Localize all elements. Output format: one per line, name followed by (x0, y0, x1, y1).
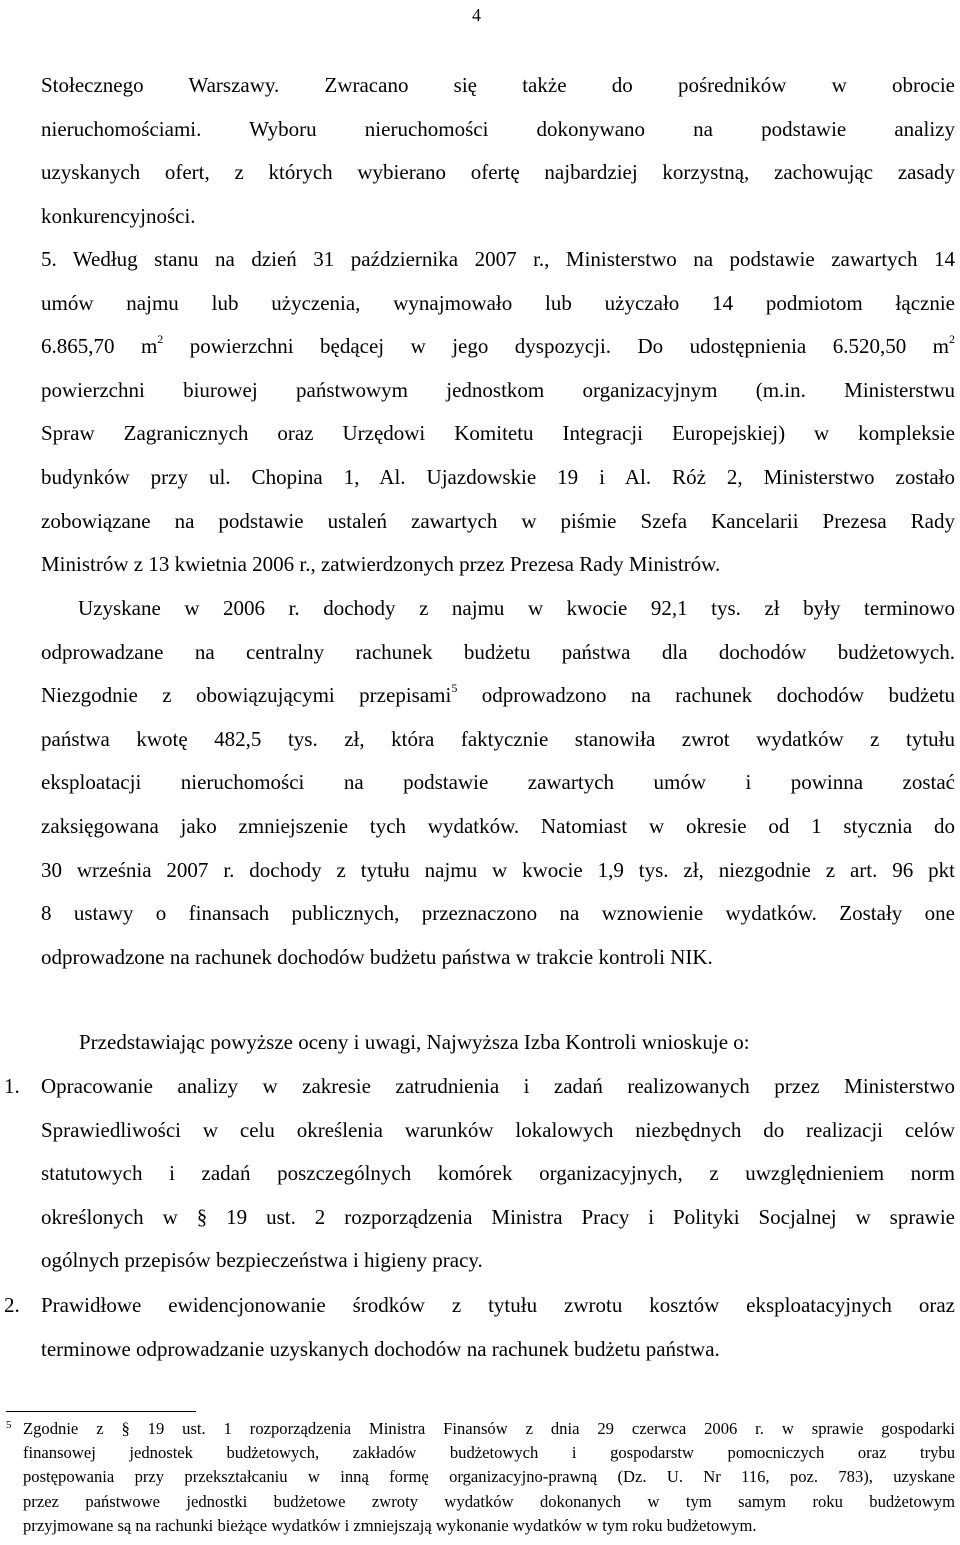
text-line: zobowiązane na podstawie ustaleń zawartych w piśmie Szefa Kancelarii Prezesa Rady (41, 508, 955, 533)
text-line (41, 674, 955, 718)
text-line: odprowadzane na centralny rachunek budżetu państwa dla dochodów budżetowych. (41, 639, 955, 664)
text-line: określonych w § 19 ust. 2 rozporządzenia Ministra Pracy i Polityki Socjalnej w sprawie (41, 1204, 955, 1229)
text-segment: powierzchni będącej w jego dyspozycji. Do udostępnienia 6.520,50 m (163, 334, 949, 359)
text-line: Przedstawiając powyższe oceny i uwagi, Najwyższa Izba Kontroli wnioskuje o: (79, 1030, 750, 1054)
footnote-mark: 5 (6, 1419, 12, 1431)
text-line: 8 ustawy o finansach publicznych, przeznaczono na wznowienie wydatków. Zostały one (41, 901, 955, 926)
page-number: 4 (472, 5, 481, 25)
text-line: nieruchomościami. Wyboru nieruchomości dokonywano na podstawie analizy (41, 116, 955, 141)
text-line: państwa kwotę 482,5 tys. zł, która faktycznie stanowiła zwrot wydatków z tytułu (41, 726, 955, 751)
text-line: odprowadzone na rachunek dochodów budżetu państwa w trakcie kontroli NIK. (41, 944, 713, 969)
text-line: Stołecznego Warszawy. Zwracano się także do pośredników w obrocie (41, 73, 955, 97)
recommendation-1 (0, 1065, 955, 1283)
text-line: Ministrów z 13 kwietnia 2006 r., zatwierdzonych przez Prezesa Rady Ministrów. (41, 552, 721, 577)
superscript: 2 (949, 332, 955, 347)
text-line: umów najmu lub użyczenia, wynajmowało lub użyczało 14 podmiotom łącznie (41, 290, 955, 315)
text-line: eksploatacji nieruchomości na podstawie zawartych umów i powinna zostać (41, 770, 955, 795)
text-line: terminowe odprowadzanie uzyskanych dochodów na rachunek budżetu państwa. (41, 1336, 720, 1361)
text-segment: odprowadzono na rachunek dochodów budżetu (457, 683, 955, 708)
superscript: 2 (157, 332, 164, 347)
paragraph-income (41, 587, 955, 979)
text-line: 30 września 2007 r. dochody z tytułu najmu w kwocie 1,9 tys. zł, niezgodnie z art. 96 pkt (41, 857, 955, 882)
footnote-separator (6, 1411, 196, 1412)
text-line: Uzyskane w 2006 r. dochody z najmu w kwocie 92,1 tys. zł były terminowo (78, 596, 955, 620)
text-line: 5. Według stanu na dzień 31 października 2007 r., Ministerstwo na podstawie zawartych 14 (41, 247, 955, 271)
text-line: Opracowanie analizy w zakresie zatrudnienia i zadań realizowanych przez Ministerstwo (41, 1074, 955, 1098)
paragraph-continuation (41, 64, 955, 238)
text-line: statutowych i zadań poszczególnych komórek organizacyjnych, z uwzględnieniem norm (41, 1161, 955, 1186)
text-line: Sprawiedliwości w celu określenia warunków lokalowych niezbędnych do realizacji celów (41, 1117, 955, 1142)
text-line: budynków przy ul. Chopina 1, Al. Ujazdowskie 19 i Al. Róż 2, Ministerstwo zostało (41, 464, 955, 489)
text-segment: Niezgodnie z obowiązującymi przepisami (41, 683, 452, 708)
footnote-line: finansowej jednostek budżetowych, zakładów budżetowych i gospodarstw pomocniczych oraz trybu (23, 1443, 955, 1463)
footnote-line: Zgodnie z § 19 ust. 1 rozporządzenia Ministra Finansów z dnia 29 czerwca 2006 r. w sprawie gospodarki (23, 1419, 955, 1438)
list-number: 2. (4, 1293, 20, 1317)
paragraph-point-5 (41, 238, 955, 587)
conclusion-intro (79, 1021, 955, 1065)
footnote-line: przez państwowe jednostki budżetowe zwroty wydatków dokonanych w tym samym roku budżetowym (23, 1491, 955, 1511)
text-line: ogólnych przepisów bezpieczeństwa i higieny pracy. (41, 1248, 483, 1273)
footnote-line: postępowania przy przekształcaniu w inną formę organizacyjno-prawną (Dz. U. Nr 116, poz. 783), uzyskane (23, 1467, 955, 1487)
area-value: 6.865,70 m (41, 334, 158, 359)
text-line: Prawidłowe ewidencjonowanie środków z tytułu zwrotu kosztów eksploatacyjnych oraz (41, 1293, 955, 1317)
recommendation-2 (0, 1284, 955, 1371)
text-line: powierzchni biurowej państwowym jednostkom organizacyjnym (m.in. Ministerstwu (41, 377, 955, 402)
list-number: 1. (4, 1074, 20, 1098)
text-line: Spraw Zagranicznych oraz Urzędowi Komitetu Integracji Europejskiej) w kompleksie (41, 421, 955, 446)
text-line: konkurencyjności. (41, 203, 196, 228)
text-line: uzyskanych ofert, z których wybierano ofertę najbardziej korzystną, zachowując zasady (41, 160, 955, 185)
text-line: zaksięgowana jako zmniejszenie tych wydatków. Natomiast w okresie od 1 stycznia do (41, 813, 955, 838)
footnote (6, 1417, 955, 1538)
footnote-reference[interactable]: 5 (451, 681, 458, 696)
footnote-line: przyjmowane są na rachunki bieżące wydatków i zmniejszają wykonanie wydatków w tym roku budżetowym. (23, 1515, 757, 1535)
text-line (41, 325, 955, 369)
